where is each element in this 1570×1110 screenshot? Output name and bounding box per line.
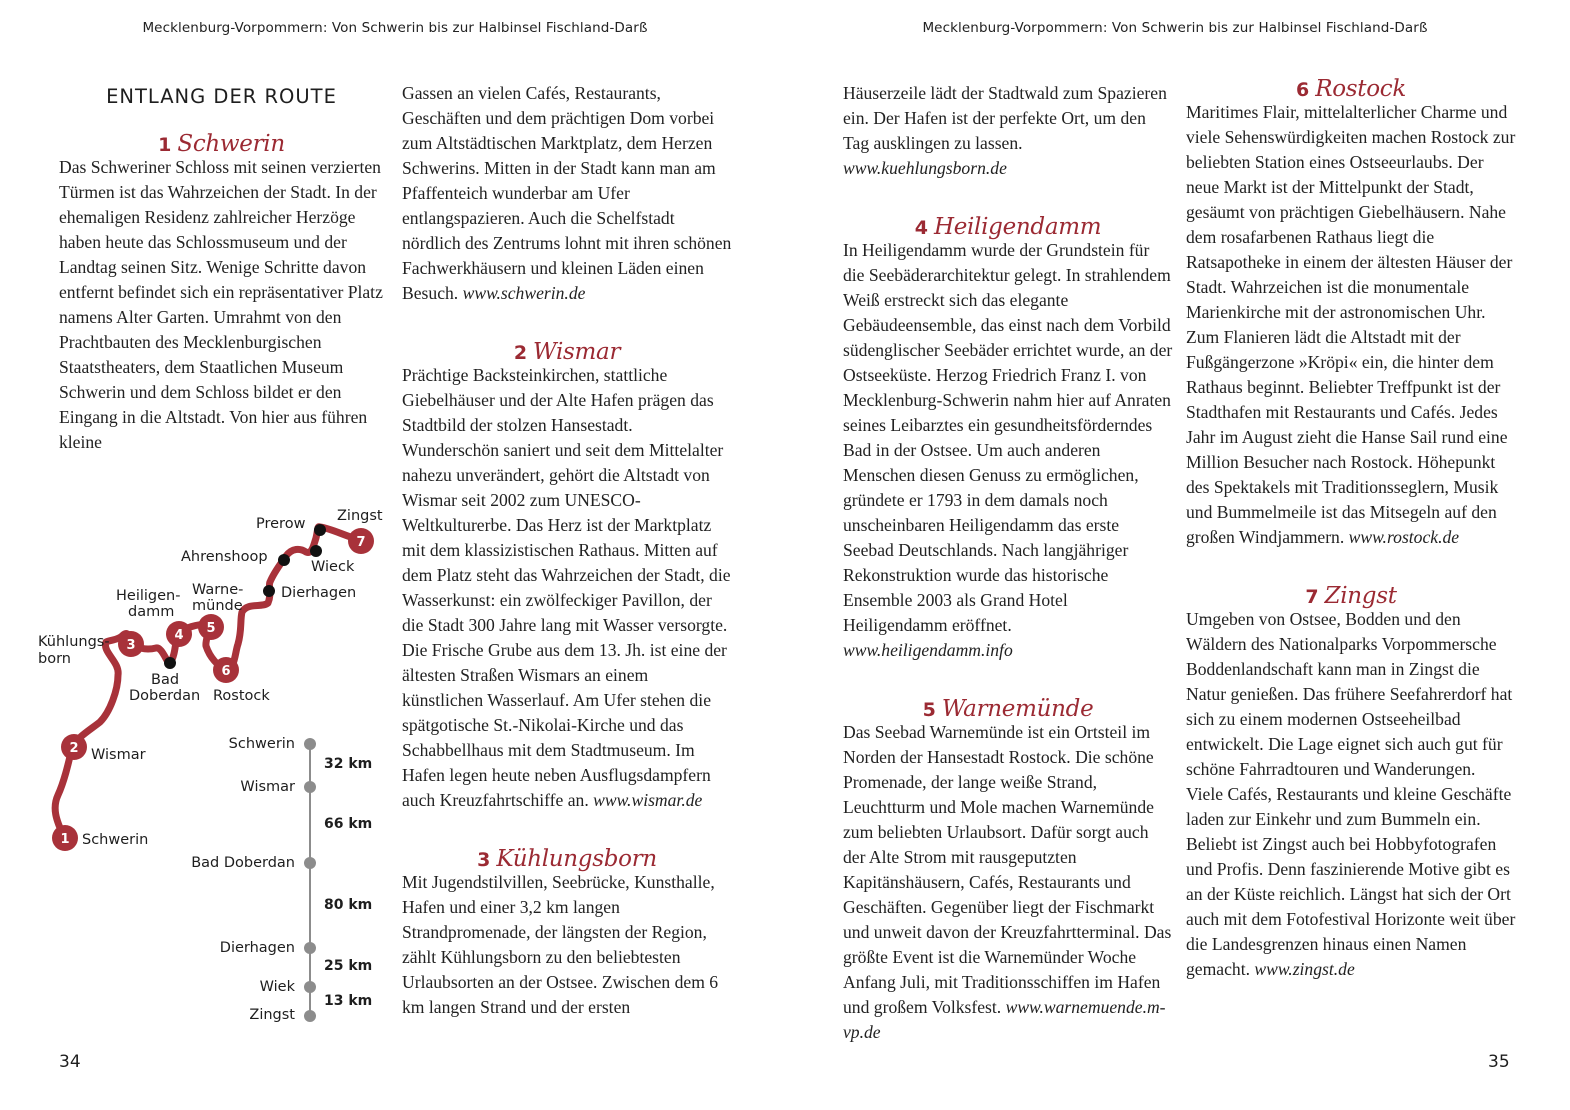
distance-segment: 80 km bbox=[324, 897, 373, 913]
stop-heading-3: 3 Kühlungsborn bbox=[477, 846, 657, 872]
running-head-left: Mecklenburg-Vorpommern: Von Schwerin bis zur Halbinsel Fischland-Darß bbox=[142, 20, 648, 36]
marker-3-icon bbox=[117, 630, 145, 658]
map-label-kuehlungsborn-1: Kühlungs- bbox=[38, 634, 110, 650]
stop-name: Schwerin bbox=[177, 131, 285, 157]
map-label-wieck: Wieck bbox=[311, 559, 355, 575]
stop-url-2[interactable]: www.wismar.de bbox=[593, 790, 703, 810]
left-column-1 bbox=[59, 80, 384, 455]
svg-text:6: 6 bbox=[221, 664, 231, 679]
stop-heading-4: 4 Heiligendamm bbox=[914, 214, 1102, 240]
stop-text-1-cont: Gassen an vielen Cafés, Restaurants, Geschäften und dem prächtigen Dom vorbei zum Altstädtischen Marktplatz, dem Herzen Schwerins. Mitten in der Stadt kann man am Pfaffenteich wunderbar am Ufer entlangspazieren. Auch die Schelfstadt nördlich des Zentrums lohnt mit ihren schönen Fachwerkhäusern und kleinen Läden einen Besuch. www.schwerin.de bbox=[402, 83, 732, 303]
map-label-kuehlungsborn-2: born bbox=[38, 651, 71, 667]
stop-text-3: Mit Jugendstilvillen, Seebrücke, Kunsthalle, Hafen und einer 3,2 km langen Strandpromenade, der längsten der Region, zählt Kühlungsborn zu den beliebtesten Urlaubsorten an der Ostsee. Zwischen dem 6 km langen Strand und der ersten bbox=[402, 872, 719, 1017]
distance-station: Dierhagen bbox=[219, 940, 295, 956]
stop-number: 1 bbox=[158, 134, 172, 156]
stop-url-4[interactable]: www.heiligendamm.info bbox=[843, 640, 1013, 660]
map-label-rostock: Rostock bbox=[213, 688, 270, 704]
stop-url-1[interactable]: www.schwerin.de bbox=[462, 283, 586, 303]
map-label-schwerin: Schwerin bbox=[82, 832, 149, 848]
stop-url-3[interactable]: www.kuehlungsborn.de bbox=[843, 158, 1007, 178]
stop-url-7[interactable]: www.zingst.de bbox=[1254, 959, 1355, 979]
stop-text-2: Prächtige Backsteinkirchen, stattliche Giebelhäuser und der Alte Hafen prägen das Stadtbild der stolzen Hansestadt. Wunderschön saniert und seit dem Mittelalter nahezu unverändert, gehört die Altstadt von Wismar seit 2002 zum UNESCO-Weltkulturerbe. Das Herz ist der Marktplatz mit dem klassizistischen Rathaus. Mitten auf dem Platz steht das Wahrzeichen der Stadt, die Wasserkunst: ein zwölfeckiger Pavillon, der die Stadt 300 Jahre lang mit Wasser versorgte. Die Frische Grube aus dem 13. Jh. ist eine der ältesten Straßen Wismars an einem künstlichen Wasserlauf. Am Ufer stehen die spätgotische St.-Nikolai-Kirche und das Schabbellhaus mit dem Stadtmuseum. Im Hafen legen heute neben Ausflugsdampfern auch Kreuzfahrtschiffe an. www.wismar.de bbox=[402, 365, 731, 810]
distance-segment: 25 km bbox=[324, 958, 373, 974]
stop-text-1: Das Schweriner Schloss mit seinen verzierten Türmen ist das Wahrzeichen der Stadt. In der ehemaligen Residenz zahlreicher Herzöge haben heute das Schlossmuseum und der Landtag seinen Sitz. Wenige Schritte davon entfernt befindet sich ein repräsentativer Platz namens Alter Garten. Umrahmt von den Prachtbauten des Mecklenburgischen Staatstheaters, dem Staatlichen Museum Schwerin und dem Schloss bildet er den Eingang in die Altstadt. Von hier aus führen kleine bbox=[59, 157, 383, 452]
distance-segment: 66 km bbox=[324, 816, 373, 832]
distance-station: Zingst bbox=[249, 1007, 295, 1023]
map-label-ahrenshoop: Ahrenshoop bbox=[181, 549, 268, 565]
distance-station: Wismar bbox=[240, 779, 295, 795]
marker-1-icon bbox=[51, 824, 79, 852]
marker-2-icon bbox=[60, 733, 88, 761]
stop-heading-5: 5 Warnemünde bbox=[922, 696, 1094, 722]
marker-4-icon bbox=[165, 620, 193, 648]
distance-segment: 32 km bbox=[324, 756, 373, 772]
marker-6-icon bbox=[212, 656, 240, 684]
stop-text-3-cont: Häuserzeile lädt der Stadtwald zum Spazieren ein. Der Hafen ist der perfekte Ort, um den Tag ausklingen zu lassen. www.kuehlungsborn.de bbox=[843, 83, 1167, 178]
stop-heading-6: 6 Rostock bbox=[1295, 76, 1406, 102]
map-label-dierhagen: Dierhagen bbox=[281, 585, 357, 601]
distance-station: Wiek bbox=[259, 979, 295, 995]
left-column-2 bbox=[402, 81, 732, 1020]
page-number-right: 35 bbox=[1488, 1052, 1510, 1072]
svg-text:1: 1 bbox=[60, 832, 70, 847]
map-label-heiligendamm-2: damm bbox=[128, 604, 175, 620]
stop-text-5: Das Seebad Warnemünde ist ein Ortsteil im Norden der Hansestadt Rostock. Die schöne Promenade, der lange weiße Strand, Leuchtturm und Mole machen Warnemünde zum beliebten Urlaubsort. Dafür sorgt auch der Alte Strom mit rausgeputzten Kapitänshäusern, Cafés, Restaurants und Geschäften. Gegenüber liegt der Fischmarkt und unweit davon der Kreuzfahrtterminal. Das größte Event ist die Warnemünder Woche Anfang Juli, mit Traditionsschiffen im Hafen und großem Volksfest. www.warnemuende.m-vp.de bbox=[843, 722, 1172, 1042]
right-column-1 bbox=[843, 81, 1173, 1045]
svg-text:5: 5 bbox=[206, 621, 216, 636]
svg-text:7: 7 bbox=[356, 535, 366, 550]
stop-url-6[interactable]: www.rostock.de bbox=[1348, 527, 1460, 547]
marker-5-icon bbox=[197, 613, 225, 641]
distance-segment: 13 km bbox=[324, 993, 373, 1009]
distance-station: Schwerin bbox=[228, 736, 295, 752]
map-label-zingst: Zingst bbox=[337, 508, 383, 524]
map-label-bad-doberdan-2: Doberdan bbox=[129, 688, 201, 704]
svg-text:2: 2 bbox=[69, 741, 79, 756]
map-label-bad-doberdan-1: Bad bbox=[151, 672, 180, 688]
stop-heading-7: 7 Zingst bbox=[1305, 583, 1397, 609]
marker-7-icon bbox=[347, 527, 375, 555]
section-title: ENTLANG DER ROUTE bbox=[106, 85, 337, 108]
running-head-right: Mecklenburg-Vorpommern: Von Schwerin bis zur Halbinsel Fischland-Darß bbox=[922, 20, 1428, 36]
page-number-left: 34 bbox=[59, 1052, 81, 1072]
stop-text-6: Maritimes Flair, mittelalterlicher Charme und viele Sehenswürdigkeiten machen Rostock zur beliebten Station eines Ostseeurlaubs. Der neue Markt ist der Mittelpunkt der Stadt, gesäumt von prächtigen Giebelhäusern. Nahe dem rosafarbenen Rathaus liegt die Ratsapotheke in einem der ältesten Häuser der Stadt. Wahrzeichen ist die monumentale Marienkirche mit der astronomischen Uhr. Zum Flanieren lädt die Altstadt mit der Fußgängerzone »Kröpi« ein, die hinter dem Rathaus beginnt. Beliebter Treffpunkt ist der Stadthafen mit Restaurants und Cafés. Jedes Jahr im August zieht die Hanse Sail rund eine Million Besucher nach Rostock. Höhepunkt des Spektakels mit Traditionsseglern, Musik und Bummelmeile ist das Mitsegeln auf den großen Windjammern. www.rostock.de bbox=[1186, 102, 1516, 547]
map-label-heiligendamm-1: Heiligen- bbox=[116, 588, 181, 604]
map-label-prerow: Prerow bbox=[256, 516, 306, 532]
distance-station: Bad Doberdan bbox=[191, 855, 295, 871]
map-label-warnemuende-2: münde bbox=[192, 598, 243, 614]
svg-text:4: 4 bbox=[174, 628, 184, 643]
svg-text:3: 3 bbox=[126, 638, 136, 653]
route-map bbox=[30, 490, 400, 1040]
right-page bbox=[785, 0, 1570, 1110]
stop-heading-2: 2 Wismar bbox=[513, 339, 621, 365]
stop-url-5[interactable]: www.warnemuende.m-vp.de bbox=[843, 997, 1166, 1042]
stop-text-7: Umgeben von Ostsee, Bodden und den Wäldern des Nationalparks Vorpommersche Boddenlandschaft kann man in Zingst die Natur genießen. Das frühere Seefahrerdorf hat sich zu einem modernen Ostseeheilbad entwickelt. Die Lage eignet sich auch gut für schöne Fahrradtouren und Wanderungen. Viele Cafés, Restaurants und kleine Geschäfte laden zur Einkehr und zum Bummeln ein. Beliebt ist Zingst auch bei Hobbyfotografen und Profis. Denn faszinierende Motive gibt es an der Küste reichlich. Längst hat sich der Ort auch mit dem Fotofestival Horizonte weit über die Landesgrenzen hinaus einen Namen gemacht. www.zingst.de bbox=[1186, 609, 1516, 979]
stop-text-4: In Heiligendamm wurde der Grundstein für die Seebäderarchitektur gelegt. In strahlendem Weiß erstreckt sich das elegante Gebäudeensemble, das einst nach dem Vorbild südenglischer Seebäder errichtet wurde, an der Ostseeküste. Herzog Friedrich Franz I. von Mecklenburg-Schwerin nahm hier auf Anraten seines Leibarztes ein gesundheitsförderndes Bad in der Ostsee. Um auch anderen Menschen diesen Genuss zu ermöglichen, gründete er 1793 in dem damals noch unscheinbaren Heiligendamm das erste Seebad Deutschlands. Nach langjähriger Rekonstruktion wurde das historische Ensemble 2003 als Grand Hotel Heiligendamm eröffnet. www.heiligendamm.info bbox=[843, 240, 1173, 660]
right-column-2 bbox=[1186, 72, 1516, 982]
map-label-wismar: Wismar bbox=[91, 747, 146, 763]
map-label-warnemuende-1: Warne- bbox=[192, 582, 244, 598]
